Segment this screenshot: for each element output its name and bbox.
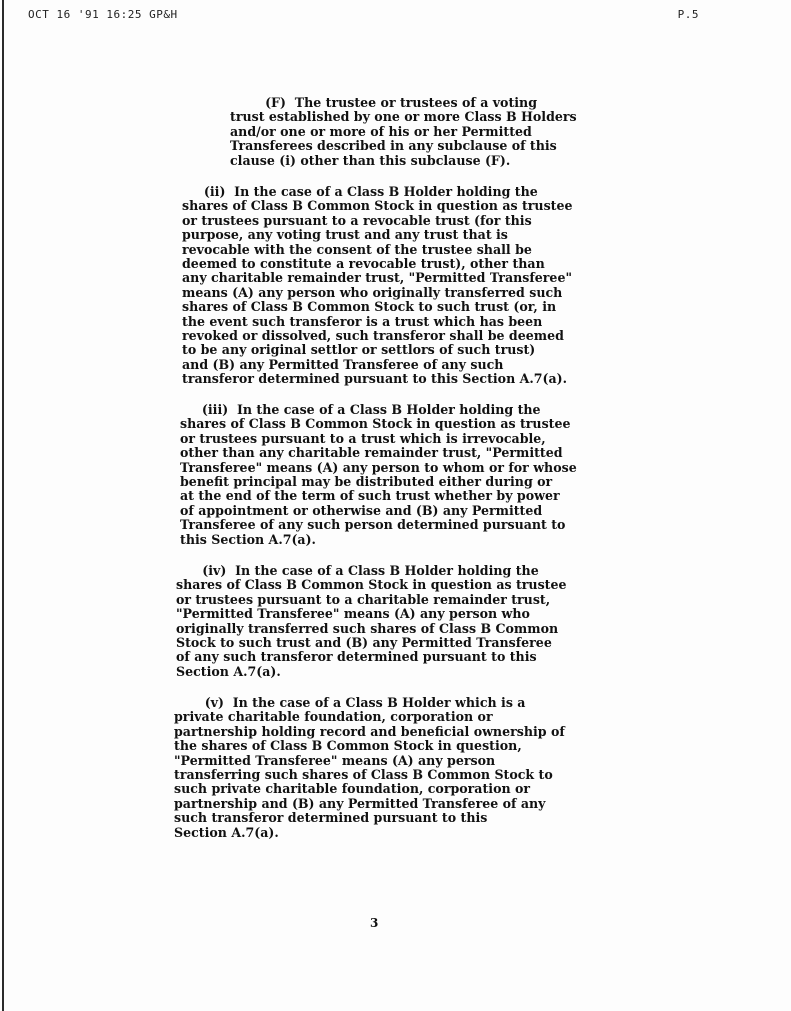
paragraph-clause-ii: (ii) In the case of a Class B Holder holding the shares of Class B Common Stock in question as trustee or trustees pursuant to a revocable trust (for this purpose, any voting trust and any trust that is revocable with the consent of the trustee shall be deemed to constitute a revocable trust), other than any charitable remainder trust, "Permitted Transferee" means (A) any person who originally transferred such shares of Class B Common Stock to such trust (or, in the event such transferor is a trust which has been revoked or dissolved, such transferor shall be deemed to be any original settlor or settlors of such trust) and (B) any Permitted Transferee of any such transferor determined pursuant to this Section A.7(a). [182, 184, 573, 387]
page-left-edge [2, 0, 4, 1011]
fax-header-page: P.5 [677, 8, 699, 21]
paragraph-clause-iv: (iv) In the case of a Class B Holder holding the shares of Class B Common Stock in question as trustee or trustees pursuant to a charitable remainder trust, "Permitted Transferee" means (A) any person who originally transferred such shares of Class B Common Stock to such trust and (B) any Permitted Transferee of any such transferor determined pursuant to this Section A.7(a). [176, 563, 567, 679]
paragraph-clause-iii: (iii) In the case of a Class B Holder holding the shares of Class B Common Stock in question as trustee or trustees pursuant to a trust which is irrevocable, other than any charitable remainder trust, "Permitted Transferee" means (A) any person to whom or for whose benefit principal may be distributed either during or at the end of the term of such trust whether by power of appointment or otherwise and (B) any Permitted Transferee of any such person determined pursuant to this Section A.7(a). [180, 402, 577, 547]
paragraph-clause-v: (v) In the case of a Class B Holder which is a private charitable foundation, corporation or partnership holding record and beneficial ownership of the shares of Class B Common Stock in question, "Permitted Transferee" means (A) any person transferring such shares of Class B Common Stock to such private charitable foundation, corporation or partnership and (B) any Permitted Transferee of any such transferor determined pursuant to this Section A.7(a). [174, 695, 565, 840]
paragraph-subclause-f: (F) The trustee or trustees of a voting trust established by one or more Class B Holders and/or one or more of his or her Permitted Transferees described in any subclause of this clause (i) other than this subclause (F). [230, 95, 577, 168]
fax-header-timestamp: OCT 16 '91 16:25 GP&H [28, 8, 178, 21]
page-number: 3 [370, 916, 379, 930]
